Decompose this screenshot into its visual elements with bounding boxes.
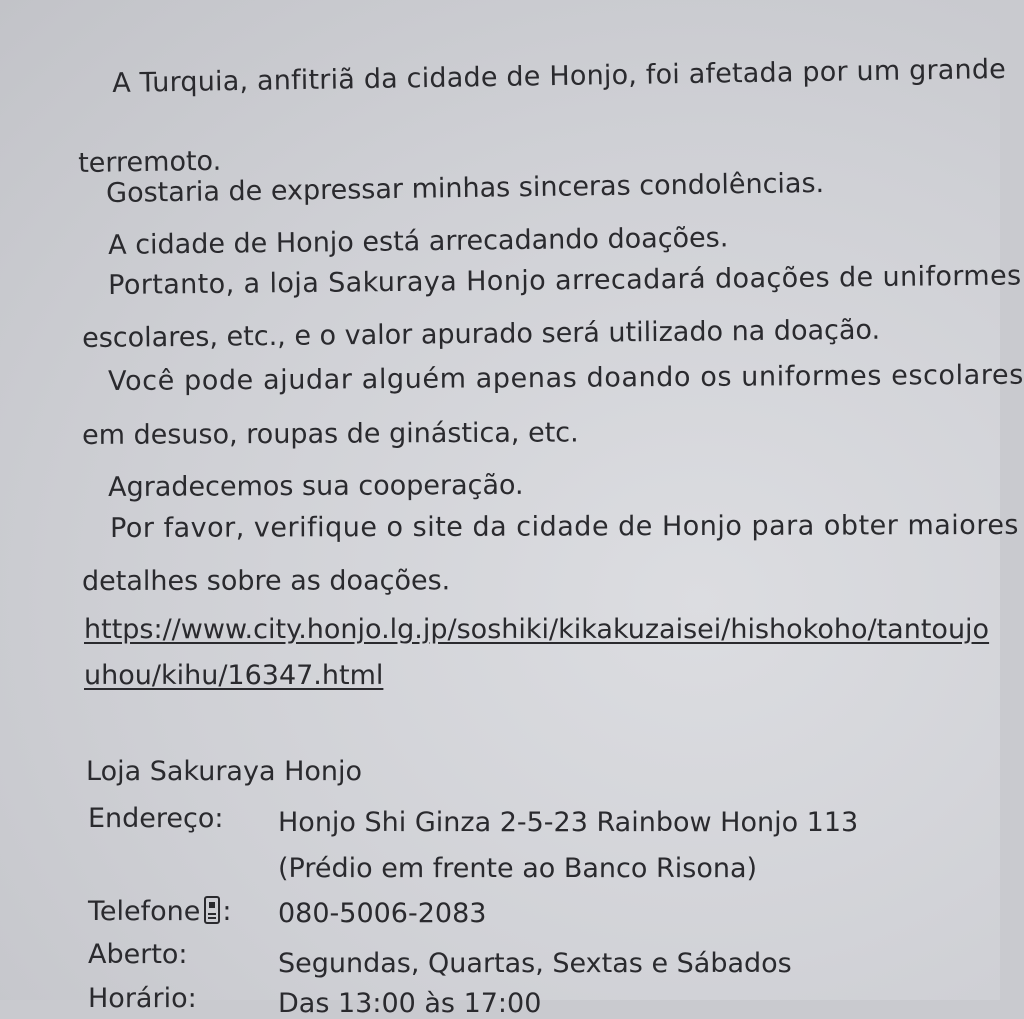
open-days-label: Aberto: [88, 939, 188, 970]
donation-link-line1[interactable]: https://www.city.honjo.lg.jp/soshiki/kikakuzaisei/hishokoho/tantoujo [84, 614, 990, 645]
paragraph-line: A Turquia, anfitriã da cidade de Honjo, foi afetada por um grande [111, 53, 1007, 99]
store-name: Loja Sakuraya Honjo [86, 756, 363, 787]
paragraph-line: terremoto. [77, 145, 222, 179]
paragraph-line: Por favor, verifique o site da cidade de Honjo para obter maiores [109, 509, 1020, 544]
mobile-phone-icon [204, 896, 220, 924]
paragraph-line: escolares, etc., e o valor apurado será utilizado na doação. [81, 314, 881, 354]
phone-label-group [88, 896, 232, 925]
paragraph-line: Portanto, a loja Sakuraya Honjo arrecadará doações de uniformes [107, 260, 1022, 301]
address-label: Endereço: [88, 803, 224, 834]
address-line1: Honjo Shi Ginza 2-5-23 Rainbow Honjo 113 [278, 807, 859, 838]
phone-colon: : [222, 896, 232, 927]
phone-label: Telefone [88, 896, 201, 927]
hours-value: Das 13:00 às 17:00 [278, 988, 542, 1019]
donation-link-line2[interactable]: uhou/kihu/16347.html [84, 660, 384, 691]
paragraph-line: A cidade de Honjo está arrecadando doações. [107, 222, 729, 261]
phone-number: 080-5006-2083 [278, 898, 487, 929]
open-days-value: Segundas, Quartas, Sextas e Sábados [278, 948, 792, 979]
paragraph-line: em desuso, roupas de ginástica, etc. [81, 417, 579, 451]
hours-label: Horário: [88, 983, 197, 1014]
paragraph-line: Gostaria de expressar minhas sinceras condolências. [105, 167, 825, 209]
address-line2: (Prédio em frente ao Banco Risona) [278, 853, 758, 884]
paragraph-line: detalhes sobre as doações. [81, 565, 451, 597]
paragraph-line: Você pode ajudar alguém apenas doando os uniformes escolares [107, 359, 1024, 397]
paragraph-line: Agradecemos sua cooperação. [107, 469, 524, 503]
